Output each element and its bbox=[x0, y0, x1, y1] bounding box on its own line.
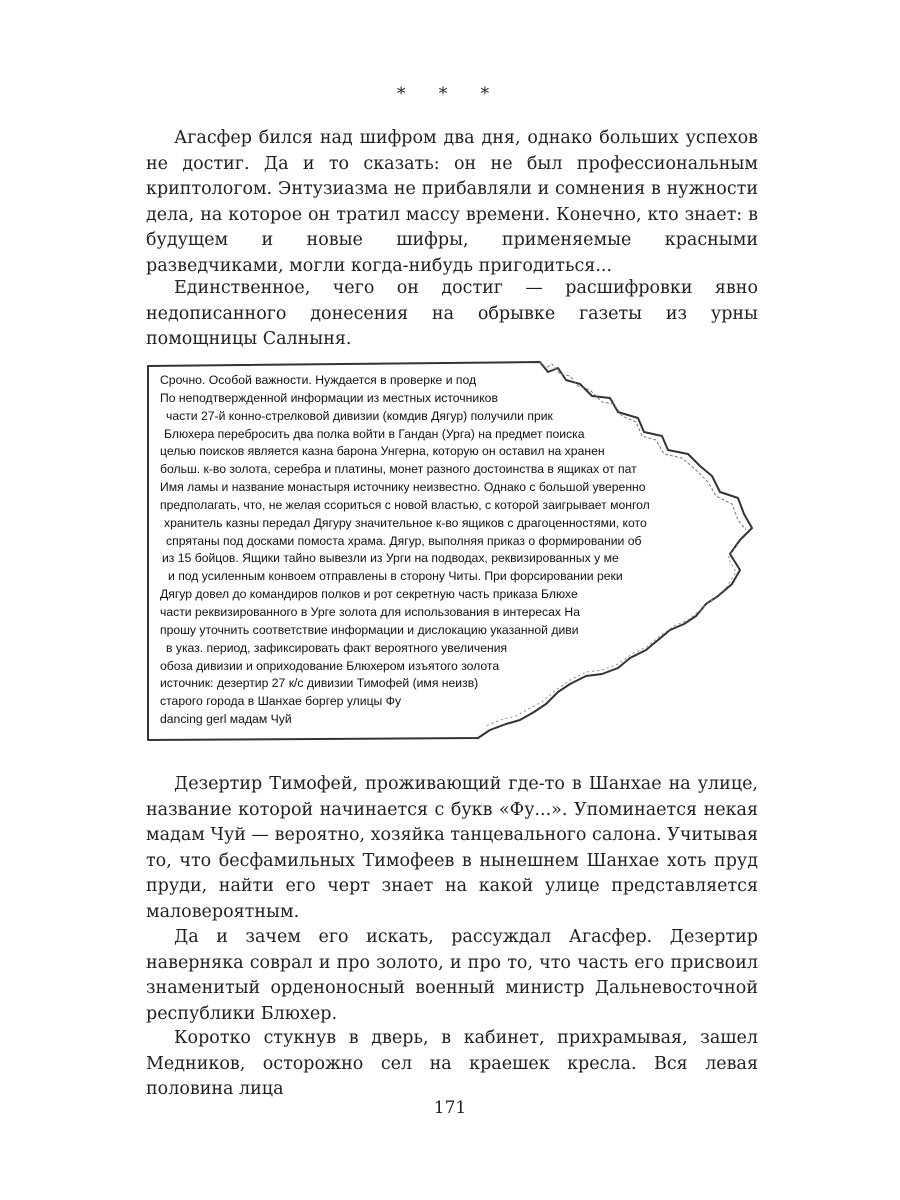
note-line: из 15 бойцов. Ящики тайно вывезли из Урги на подводах, реквизированных у ме bbox=[162, 551, 619, 566]
paragraph-2: Единственное, чего он достиг — расшифровки явно недописанного донесения на обрывке газеты из урны помощницы Салныня. bbox=[146, 278, 758, 349]
paragraph-3: Дезертир Тимофей, проживающий где-то в Шанхае на улице, название которой начинается с букв «Фу...». Упоминается некая мадам Чуй — вероятно, хозяйка танцевального салона. Учитывая то, что бесфамильных Тимофеев в нынешнем Шанхае хоть пруд пруди, найти его черт знает на какой улице представляется маловероятным. bbox=[146, 774, 758, 922]
note-line: хранитель казны передал Дягуру значительное к-во ящиков с драгоценностями, кото bbox=[164, 515, 647, 530]
note-line: Срочно. Особой важности. Нуждается в проверке и под bbox=[160, 373, 477, 387]
note-line: Дягур довел до командиров полков и рот секретную часть приказа Блюхе bbox=[160, 587, 578, 602]
decoded-report bbox=[160, 372, 660, 729]
note-line: части 27-й конно-стрелковой дивизии (комдив Дягур) получили прик bbox=[166, 408, 553, 423]
note-line: Блюхера перебросить два полка войти в Гандан (Урга) на предмет поиска bbox=[164, 426, 585, 441]
note-line: прошу уточнить соответствие информации и дислокацию указанной диви bbox=[160, 622, 579, 637]
note-line: старого города в Шанхае боргер улицы Фу bbox=[160, 694, 402, 709]
note-line: dancing gerl мадам Чуй bbox=[160, 712, 292, 727]
paragraph-4: Да и зачем его искать, рассуждал Агасфер. Дезертир наверняка соврал и про золото, и про то, что часть его присвоил знаменитый орденоносный военный министр Дальневосточной республики Блюхер. bbox=[146, 927, 758, 1024]
section-break: * * * bbox=[396, 84, 504, 104]
note-line: части реквизированного в Урге золота для использования в интересах На bbox=[160, 604, 580, 619]
note-line: больш. к-во золота, серебра и платины, монет разного достоинства в ящиках от пат bbox=[160, 462, 637, 477]
note-line: спрятаны под досками помоста храма. Дягур, выполняя приказ о формировании об bbox=[166, 533, 642, 548]
note-line: Имя ламы и название монастыря источнику неизвестно. Однако с большой уверенно bbox=[160, 480, 646, 495]
page-number: 171 bbox=[433, 1098, 467, 1118]
note-line: обоза дивизии и оприходование Блюхером изъятого золота bbox=[160, 658, 500, 673]
note-line: и под усиленным конвоем отправлены в сторону Читы. При форсировании реки bbox=[168, 569, 623, 584]
note-line: источник: дезертир 27 к/с дивизии Тимофей (имя неизв) bbox=[160, 676, 479, 691]
note-line: По неподтвержденной информации из местных источников bbox=[160, 390, 498, 405]
paragraph-1: Агасфер бился над шифром два дня, однако больших успехов не достиг. Да и то сказать: он не был профессиональным криптологом. Энтузиазма не прибавляли и сомнения в нужности дела, на которое он тратил массу времени. Конечно, кто знает: в будущем и новые шифры, применяемые красными разведчиками, могли когда-нибудь пригодиться... bbox=[146, 128, 758, 276]
note-line: предполагать, что, не желая ссориться с новой властью, с которой заигрывает монгол bbox=[160, 497, 650, 512]
paragraph-5: Коротко стукнув в дверь, в кабинет, прихрамывая, зашел Медников, осторожно сел на краешек кресла. Вся левая половина лица bbox=[146, 1028, 758, 1099]
note-line: в указ. период, зафиксировать факт вероятного увеличения bbox=[166, 640, 508, 655]
note-line: целью поисков является казна барона Унгерна, которую он оставил на хранен bbox=[160, 444, 605, 459]
